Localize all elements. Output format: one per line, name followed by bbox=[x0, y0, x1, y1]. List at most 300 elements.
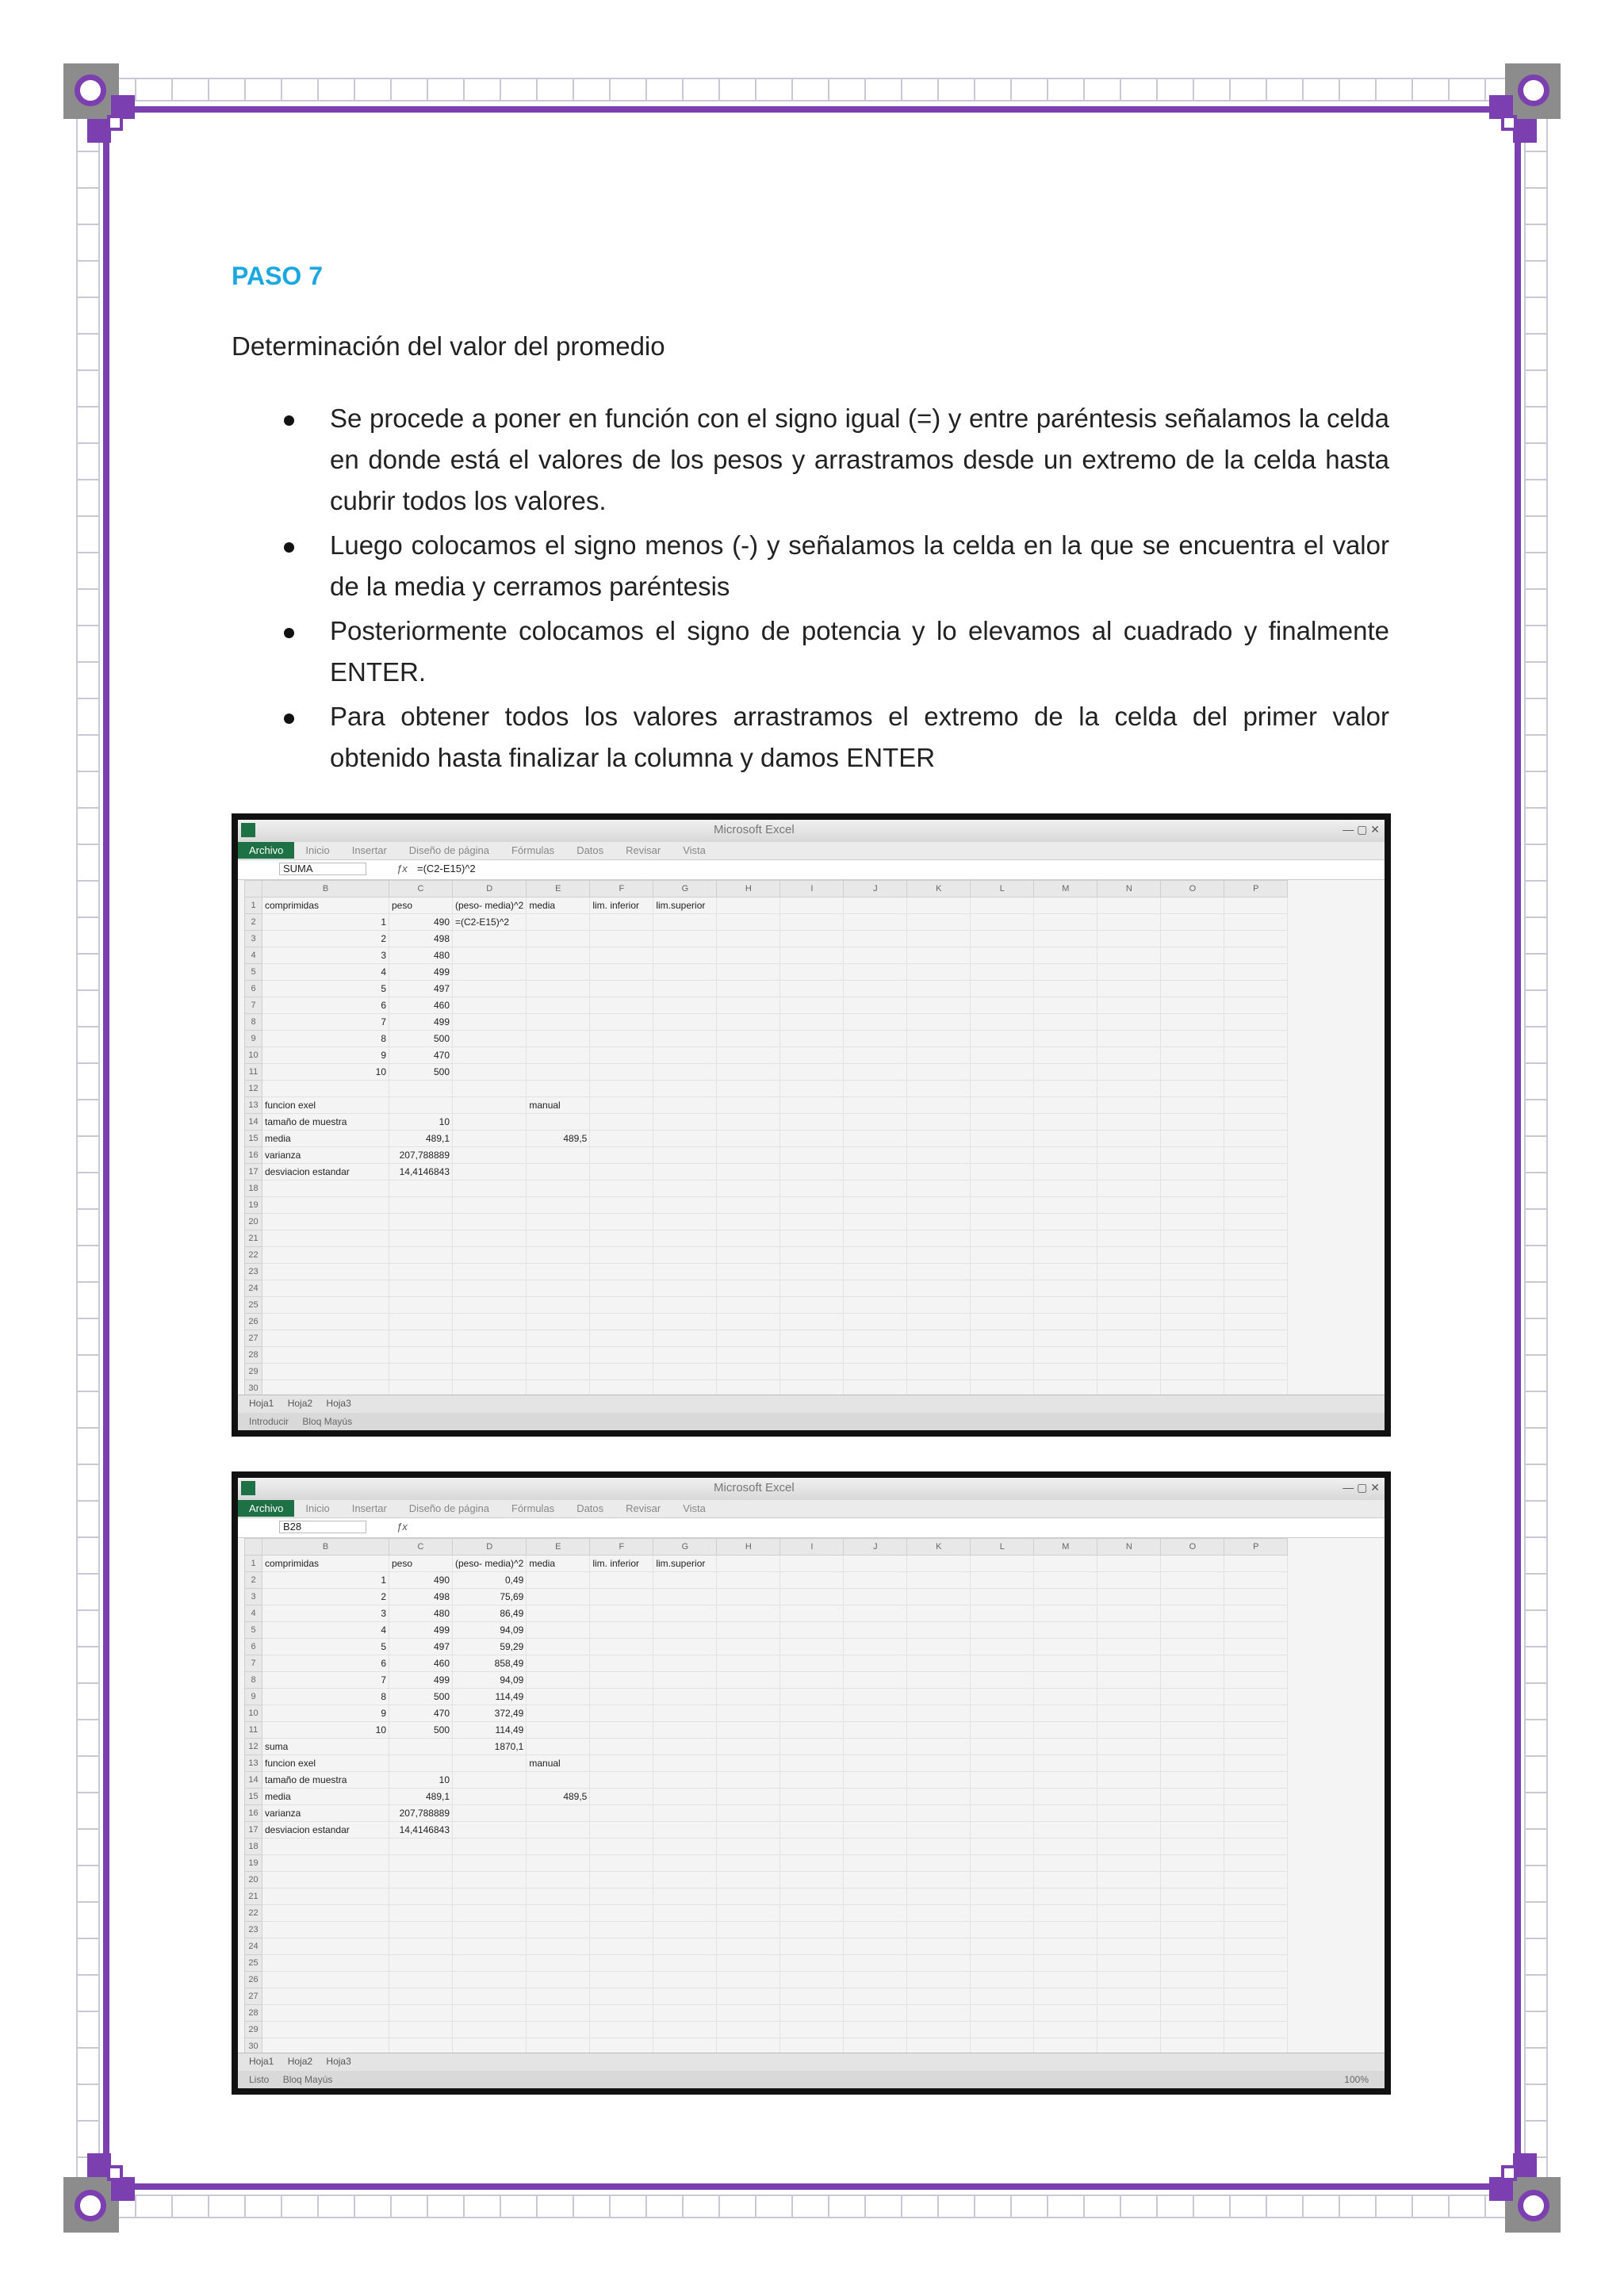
cell[interactable] bbox=[453, 1872, 527, 1888]
cell[interactable] bbox=[717, 1888, 780, 1905]
cell[interactable] bbox=[780, 1230, 844, 1247]
cell[interactable] bbox=[907, 1064, 971, 1081]
cell[interactable] bbox=[844, 1772, 907, 1789]
cell[interactable]: (peso- media)^2 bbox=[453, 1556, 527, 1572]
cell[interactable] bbox=[389, 1905, 453, 1922]
cell[interactable] bbox=[453, 1097, 527, 1114]
cell[interactable] bbox=[590, 1214, 653, 1230]
cell[interactable] bbox=[907, 947, 971, 964]
tab-archivo[interactable]: Archivo bbox=[238, 842, 294, 859]
cell[interactable] bbox=[653, 1755, 717, 1772]
cell[interactable] bbox=[907, 1672, 971, 1689]
cell[interactable] bbox=[1161, 1905, 1224, 1922]
cell[interactable] bbox=[1224, 1572, 1288, 1589]
cell[interactable] bbox=[1224, 1672, 1288, 1689]
cell[interactable] bbox=[262, 1955, 389, 1972]
cell[interactable] bbox=[844, 1264, 907, 1280]
cell[interactable] bbox=[453, 1988, 527, 2005]
cell[interactable] bbox=[527, 1722, 590, 1739]
cell[interactable] bbox=[971, 947, 1034, 964]
cell[interactable] bbox=[1161, 1197, 1224, 1214]
cell[interactable] bbox=[1097, 1181, 1161, 1197]
cell[interactable] bbox=[907, 1972, 971, 1988]
cell[interactable]: 500 bbox=[389, 1722, 453, 1739]
cell[interactable] bbox=[971, 1556, 1034, 1572]
cell[interactable] bbox=[1097, 1064, 1161, 1081]
cell[interactable] bbox=[590, 1589, 653, 1605]
cell[interactable] bbox=[971, 931, 1034, 947]
cell[interactable] bbox=[971, 1988, 1034, 2005]
cell[interactable] bbox=[907, 1855, 971, 1872]
cell[interactable] bbox=[653, 1905, 717, 1922]
cell[interactable] bbox=[717, 1622, 780, 1639]
cell[interactable] bbox=[971, 1772, 1034, 1789]
cell[interactable] bbox=[1224, 1081, 1288, 1097]
cell[interactable] bbox=[1161, 1031, 1224, 1047]
cell[interactable]: 5 bbox=[262, 1639, 389, 1655]
sheet-tab[interactable]: Hoja3 bbox=[326, 1398, 351, 1409]
cell[interactable] bbox=[780, 1622, 844, 1639]
cell[interactable] bbox=[590, 1131, 653, 1147]
cell[interactable] bbox=[907, 1347, 971, 1364]
column-header[interactable]: F bbox=[590, 881, 653, 897]
column-header[interactable]: N bbox=[1097, 881, 1161, 897]
cell[interactable] bbox=[844, 981, 907, 997]
cell[interactable] bbox=[527, 1622, 590, 1639]
cell[interactable] bbox=[717, 1722, 780, 1739]
cell[interactable] bbox=[1097, 1081, 1161, 1097]
cell[interactable] bbox=[780, 1164, 844, 1181]
cell[interactable] bbox=[780, 1805, 844, 1822]
cell[interactable] bbox=[1034, 1131, 1097, 1147]
row-header[interactable]: 22 bbox=[245, 1247, 262, 1264]
row-header[interactable]: 25 bbox=[245, 1955, 262, 1972]
cell[interactable] bbox=[971, 1064, 1034, 1081]
cell[interactable] bbox=[717, 964, 780, 981]
cell[interactable] bbox=[717, 2022, 780, 2038]
cell[interactable] bbox=[1161, 1755, 1224, 1772]
cell[interactable] bbox=[653, 1739, 717, 1755]
cell[interactable] bbox=[1034, 2022, 1097, 2038]
cell[interactable] bbox=[590, 1197, 653, 1214]
cell[interactable] bbox=[527, 1047, 590, 1064]
cell[interactable] bbox=[262, 2022, 389, 2038]
cell[interactable]: 8 bbox=[262, 1689, 389, 1705]
cell[interactable] bbox=[971, 1247, 1034, 1264]
cell[interactable] bbox=[389, 1872, 453, 1888]
sheet-tab[interactable]: Hoja2 bbox=[287, 2056, 313, 2067]
cell[interactable] bbox=[780, 931, 844, 947]
cell[interactable] bbox=[527, 1572, 590, 1589]
cell[interactable] bbox=[971, 1114, 1034, 1131]
cell[interactable] bbox=[653, 1214, 717, 1230]
cell[interactable] bbox=[1161, 1330, 1224, 1347]
cell[interactable] bbox=[971, 1230, 1034, 1247]
cell[interactable] bbox=[453, 1181, 527, 1197]
cell[interactable] bbox=[653, 1622, 717, 1639]
cell[interactable]: 3 bbox=[262, 947, 389, 964]
cell[interactable] bbox=[907, 1589, 971, 1605]
cell[interactable] bbox=[971, 1347, 1034, 1364]
cell[interactable] bbox=[1224, 2005, 1288, 2022]
cell[interactable] bbox=[1097, 997, 1161, 1014]
cell[interactable] bbox=[527, 1988, 590, 2005]
cell[interactable] bbox=[453, 1064, 527, 1081]
cell[interactable] bbox=[971, 997, 1034, 1014]
cell[interactable] bbox=[717, 1230, 780, 1247]
cell[interactable] bbox=[907, 997, 971, 1014]
cell[interactable] bbox=[1224, 1031, 1288, 1047]
cell[interactable] bbox=[907, 1789, 971, 1805]
cell[interactable] bbox=[590, 1722, 653, 1739]
cell[interactable]: comprimidas bbox=[262, 1556, 389, 1572]
cell[interactable] bbox=[971, 1297, 1034, 1314]
cell[interactable] bbox=[907, 1705, 971, 1722]
cell[interactable] bbox=[907, 1131, 971, 1147]
formula-input[interactable]: =(C2-E15)^2 bbox=[417, 863, 476, 874]
cell[interactable] bbox=[527, 2005, 590, 2022]
cell[interactable] bbox=[453, 931, 527, 947]
cell[interactable] bbox=[389, 1855, 453, 1872]
cell[interactable] bbox=[1097, 1789, 1161, 1805]
cell[interactable] bbox=[590, 1330, 653, 1347]
cell[interactable] bbox=[653, 1639, 717, 1655]
row-header[interactable]: 16 bbox=[245, 1147, 262, 1164]
cell[interactable] bbox=[527, 981, 590, 997]
cell[interactable] bbox=[780, 1855, 844, 1872]
cell[interactable] bbox=[780, 1314, 844, 1330]
cell[interactable] bbox=[262, 1364, 389, 1380]
cell[interactable] bbox=[780, 897, 844, 914]
cell[interactable]: 207,788889 bbox=[389, 1147, 453, 1164]
cell[interactable] bbox=[527, 1164, 590, 1181]
cell[interactable] bbox=[1224, 997, 1288, 1014]
cell[interactable] bbox=[907, 1639, 971, 1655]
cell[interactable] bbox=[907, 1772, 971, 1789]
cell[interactable] bbox=[780, 1264, 844, 1280]
cell[interactable] bbox=[717, 1789, 780, 1805]
tab-inicio[interactable]: Inicio bbox=[305, 844, 330, 856]
cell[interactable]: 9 bbox=[262, 1047, 389, 1064]
cell[interactable] bbox=[590, 1988, 653, 2005]
cell[interactable] bbox=[453, 1264, 527, 1280]
cell[interactable] bbox=[527, 1314, 590, 1330]
cell[interactable] bbox=[453, 1364, 527, 1380]
cell[interactable] bbox=[1224, 1705, 1288, 1722]
row-header[interactable]: 6 bbox=[245, 1639, 262, 1655]
cell[interactable] bbox=[590, 1230, 653, 1247]
cell[interactable]: varianza bbox=[262, 1147, 389, 1164]
row-header[interactable]: 20 bbox=[245, 1872, 262, 1888]
cell[interactable] bbox=[590, 1014, 653, 1031]
cell[interactable] bbox=[527, 1639, 590, 1655]
cell[interactable] bbox=[844, 1589, 907, 1605]
cell[interactable] bbox=[389, 1988, 453, 2005]
cell[interactable] bbox=[527, 1872, 590, 1888]
cell[interactable] bbox=[590, 1888, 653, 1905]
column-header[interactable]: O bbox=[1161, 1539, 1224, 1556]
cell[interactable] bbox=[1224, 1839, 1288, 1855]
cell[interactable] bbox=[453, 1081, 527, 1097]
cell[interactable] bbox=[971, 1938, 1034, 1955]
cell[interactable] bbox=[907, 1622, 971, 1639]
cell[interactable] bbox=[907, 1114, 971, 1131]
cell[interactable] bbox=[1161, 1556, 1224, 1572]
cell[interactable] bbox=[1034, 1888, 1097, 1905]
cell[interactable]: 489,1 bbox=[389, 1131, 453, 1147]
cell[interactable]: 10 bbox=[389, 1772, 453, 1789]
window-controls[interactable]: — ▢ ✕ bbox=[1342, 1481, 1380, 1494]
cell[interactable] bbox=[653, 1081, 717, 1097]
row-header[interactable]: 25 bbox=[245, 1297, 262, 1314]
cell[interactable] bbox=[1161, 1164, 1224, 1181]
cell[interactable] bbox=[844, 1572, 907, 1589]
cell[interactable] bbox=[262, 1314, 389, 1330]
cell[interactable] bbox=[717, 981, 780, 997]
column-header[interactable]: L bbox=[971, 1539, 1034, 1556]
column-header[interactable]: G bbox=[653, 881, 717, 897]
cell[interactable]: desviacion estandar bbox=[262, 1164, 389, 1181]
cell[interactable] bbox=[1097, 1639, 1161, 1655]
cell[interactable] bbox=[389, 1081, 453, 1097]
cell[interactable] bbox=[1097, 1655, 1161, 1672]
cell[interactable] bbox=[527, 964, 590, 981]
cell[interactable] bbox=[1097, 1822, 1161, 1839]
cell[interactable] bbox=[844, 1330, 907, 1347]
cell[interactable] bbox=[844, 1722, 907, 1739]
cell[interactable] bbox=[971, 1264, 1034, 1280]
cell[interactable] bbox=[453, 1031, 527, 1047]
cell[interactable] bbox=[653, 931, 717, 947]
cell[interactable] bbox=[653, 914, 717, 931]
column-header[interactable]: B bbox=[262, 1539, 389, 1556]
cell[interactable] bbox=[590, 1147, 653, 1164]
cell[interactable] bbox=[1161, 1988, 1224, 2005]
cell[interactable]: peso bbox=[389, 1556, 453, 1572]
name-box[interactable]: B28 bbox=[279, 1521, 366, 1533]
row-header[interactable]: 21 bbox=[245, 1230, 262, 1247]
row-header[interactable]: 1 bbox=[245, 897, 262, 914]
cell[interactable] bbox=[590, 1347, 653, 1364]
cell[interactable] bbox=[1224, 931, 1288, 947]
cell[interactable] bbox=[453, 1330, 527, 1347]
cell[interactable] bbox=[1034, 981, 1097, 997]
cell[interactable] bbox=[590, 2005, 653, 2022]
cell[interactable] bbox=[780, 1839, 844, 1855]
cell[interactable] bbox=[590, 1572, 653, 1589]
tab-inicio[interactable]: Inicio bbox=[305, 1502, 330, 1514]
cell[interactable] bbox=[1161, 1081, 1224, 1097]
cell[interactable]: 94,09 bbox=[453, 1622, 527, 1639]
column-header[interactable]: K bbox=[907, 881, 971, 897]
cell[interactable] bbox=[1097, 1330, 1161, 1347]
cell[interactable] bbox=[1034, 1622, 1097, 1639]
row-header[interactable]: 8 bbox=[245, 1672, 262, 1689]
cell[interactable] bbox=[1224, 1314, 1288, 1330]
cell[interactable] bbox=[1224, 1247, 1288, 1264]
window-controls[interactable]: — ▢ ✕ bbox=[1342, 823, 1380, 836]
cell[interactable] bbox=[971, 1214, 1034, 1230]
cell[interactable]: 470 bbox=[389, 1705, 453, 1722]
cell[interactable] bbox=[907, 1888, 971, 1905]
cell[interactable]: varianza bbox=[262, 1805, 389, 1822]
cell[interactable] bbox=[844, 1639, 907, 1655]
cell[interactable]: comprimidas bbox=[262, 897, 389, 914]
cell[interactable] bbox=[1097, 1347, 1161, 1364]
cell[interactable] bbox=[453, 1822, 527, 1839]
sheet-tab[interactable]: Hoja3 bbox=[326, 2056, 351, 2067]
cell[interactable] bbox=[780, 1181, 844, 1197]
cell[interactable] bbox=[907, 1214, 971, 1230]
cell[interactable] bbox=[907, 1722, 971, 1739]
cell[interactable] bbox=[1034, 914, 1097, 931]
cell[interactable] bbox=[971, 1031, 1034, 1047]
tab-diseno[interactable]: Diseño de página bbox=[408, 1502, 489, 1514]
cell[interactable]: (peso- media)^2 bbox=[453, 897, 527, 914]
cell[interactable] bbox=[844, 1988, 907, 2005]
cell[interactable] bbox=[527, 1147, 590, 1164]
cell[interactable]: 59,29 bbox=[453, 1639, 527, 1655]
tab-formulas[interactable]: Fórmulas bbox=[511, 844, 555, 856]
cell[interactable] bbox=[717, 897, 780, 914]
cell[interactable] bbox=[971, 1589, 1034, 1605]
row-header[interactable]: 2 bbox=[245, 1572, 262, 1589]
cell[interactable] bbox=[780, 914, 844, 931]
cell[interactable] bbox=[527, 1081, 590, 1097]
cell[interactable] bbox=[1034, 1197, 1097, 1214]
cell[interactable] bbox=[717, 1114, 780, 1131]
cell[interactable] bbox=[262, 1855, 389, 1872]
cell[interactable] bbox=[1161, 1097, 1224, 1114]
cell[interactable] bbox=[653, 1572, 717, 1589]
cell[interactable] bbox=[590, 1622, 653, 1639]
cell[interactable]: 4 bbox=[262, 1622, 389, 1639]
column-header[interactable]: D bbox=[453, 881, 527, 897]
cell[interactable] bbox=[389, 1972, 453, 1988]
cell[interactable] bbox=[1034, 1031, 1097, 1047]
cell[interactable] bbox=[907, 1181, 971, 1197]
cell[interactable] bbox=[844, 1805, 907, 1822]
cell[interactable] bbox=[1034, 1314, 1097, 1330]
cell[interactable] bbox=[844, 1114, 907, 1131]
cell[interactable] bbox=[653, 1822, 717, 1839]
cell[interactable] bbox=[907, 897, 971, 914]
cell[interactable] bbox=[844, 1689, 907, 1705]
cell[interactable]: 460 bbox=[389, 1655, 453, 1672]
cell[interactable] bbox=[971, 1739, 1034, 1755]
cell[interactable] bbox=[1097, 1197, 1161, 1214]
row-header[interactable]: 11 bbox=[245, 1722, 262, 1739]
cell[interactable] bbox=[453, 1214, 527, 1230]
cell[interactable]: 114,49 bbox=[453, 1722, 527, 1739]
cell[interactable] bbox=[844, 1047, 907, 1064]
column-header[interactable]: P bbox=[1224, 1539, 1288, 1556]
cell[interactable] bbox=[971, 1722, 1034, 1739]
cell[interactable] bbox=[907, 1047, 971, 1064]
cell[interactable] bbox=[717, 1822, 780, 1839]
cell[interactable] bbox=[1034, 1214, 1097, 1230]
column-header[interactable]: F bbox=[590, 1539, 653, 1556]
cell[interactable] bbox=[1161, 914, 1224, 931]
cell[interactable] bbox=[653, 1589, 717, 1605]
cell[interactable] bbox=[389, 1364, 453, 1380]
cell[interactable] bbox=[527, 1922, 590, 1938]
cell[interactable] bbox=[1034, 1955, 1097, 1972]
cell[interactable]: 2 bbox=[262, 931, 389, 947]
cell[interactable]: 4 bbox=[262, 964, 389, 981]
cell[interactable] bbox=[971, 1655, 1034, 1672]
sheet-tab[interactable]: Hoja1 bbox=[249, 2056, 274, 2067]
cell[interactable] bbox=[717, 1689, 780, 1705]
cell[interactable] bbox=[1161, 1605, 1224, 1622]
cell[interactable] bbox=[389, 1197, 453, 1214]
column-header[interactable]: C bbox=[389, 1539, 453, 1556]
cell[interactable] bbox=[527, 1689, 590, 1705]
cell[interactable] bbox=[971, 1839, 1034, 1855]
cell[interactable] bbox=[907, 1031, 971, 1047]
cell[interactable] bbox=[453, 1280, 527, 1297]
cell[interactable] bbox=[653, 981, 717, 997]
cell[interactable] bbox=[1034, 2005, 1097, 2022]
cell[interactable] bbox=[653, 1031, 717, 1047]
cell[interactable] bbox=[527, 1772, 590, 1789]
column-header[interactable]: M bbox=[1034, 881, 1097, 897]
cell[interactable] bbox=[389, 1214, 453, 1230]
row-header[interactable]: 23 bbox=[245, 1922, 262, 1938]
cell[interactable] bbox=[1034, 997, 1097, 1014]
cell[interactable] bbox=[907, 1805, 971, 1822]
cell[interactable] bbox=[971, 1639, 1034, 1655]
cell[interactable] bbox=[590, 1114, 653, 1131]
cell[interactable] bbox=[780, 1064, 844, 1081]
cell[interactable] bbox=[1097, 1988, 1161, 2005]
row-header[interactable]: 17 bbox=[245, 1822, 262, 1839]
cell[interactable] bbox=[717, 1705, 780, 1722]
cell[interactable] bbox=[907, 1014, 971, 1031]
cell[interactable] bbox=[527, 1330, 590, 1347]
cell[interactable] bbox=[907, 1922, 971, 1938]
cell[interactable] bbox=[971, 1181, 1034, 1197]
cell[interactable] bbox=[453, 1014, 527, 1031]
column-header[interactable]: I bbox=[780, 1539, 844, 1556]
cell[interactable] bbox=[1224, 1197, 1288, 1214]
cell[interactable] bbox=[1097, 1605, 1161, 1622]
cell[interactable] bbox=[1224, 964, 1288, 981]
cell[interactable] bbox=[1161, 947, 1224, 964]
cell[interactable] bbox=[1097, 1622, 1161, 1639]
cell[interactable] bbox=[780, 1572, 844, 1589]
cell[interactable] bbox=[527, 1605, 590, 1622]
cell[interactable]: manual bbox=[527, 1755, 590, 1772]
cell[interactable] bbox=[717, 931, 780, 947]
cell[interactable] bbox=[1034, 1722, 1097, 1739]
cell[interactable] bbox=[389, 1314, 453, 1330]
cell[interactable] bbox=[453, 1247, 527, 1264]
cell[interactable] bbox=[844, 1064, 907, 1081]
cell[interactable] bbox=[971, 1572, 1034, 1589]
cell[interactable] bbox=[971, 1364, 1034, 1380]
row-header[interactable]: 24 bbox=[245, 1938, 262, 1955]
cell[interactable] bbox=[262, 1181, 389, 1197]
cell[interactable] bbox=[527, 1589, 590, 1605]
cell[interactable] bbox=[780, 2005, 844, 2022]
cell[interactable] bbox=[907, 1739, 971, 1755]
tab-vista[interactable]: Vista bbox=[683, 844, 706, 856]
cell[interactable]: 500 bbox=[389, 1064, 453, 1081]
cell[interactable] bbox=[1161, 1572, 1224, 1589]
cell[interactable] bbox=[844, 1872, 907, 1888]
row-header[interactable]: 17 bbox=[245, 1164, 262, 1181]
